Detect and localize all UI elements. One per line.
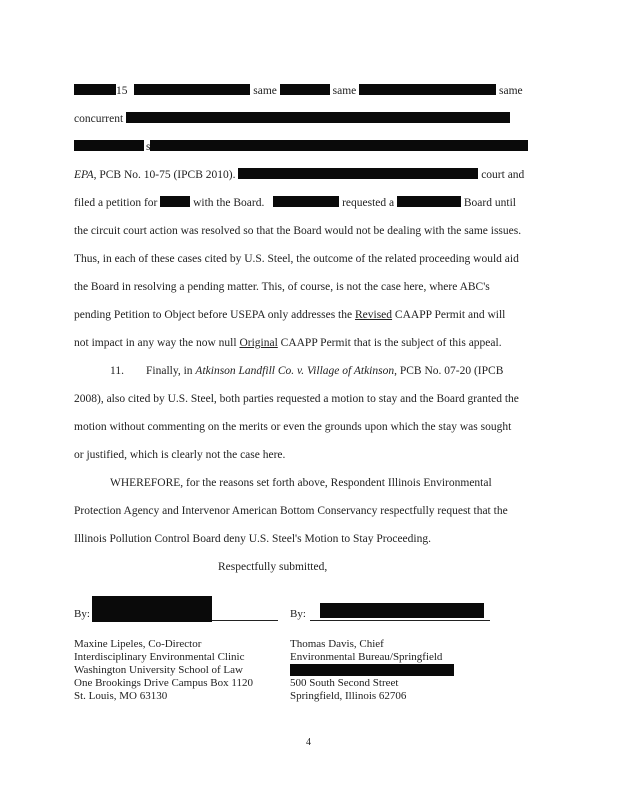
text: Interdisciplinary Environmental Clinic [74, 651, 245, 663]
redaction [150, 140, 528, 151]
signature-by-left: By: [74, 608, 90, 620]
redaction [126, 112, 510, 123]
text: CAAPP Permit and will [392, 309, 506, 321]
text-line: 2008), also cited by U.S. Steel, both parties requested a motion to stay and the Board granted the [74, 393, 519, 405]
text: Original [239, 337, 278, 349]
text: not impact in any way the now null [74, 337, 240, 349]
redaction [134, 84, 250, 95]
redaction [397, 196, 461, 207]
text-line [74, 196, 516, 210]
text-line: Thus, in each of these cases cited by U.S. Steel, the outcome of the related proceeding would aid [74, 253, 519, 265]
text: One Brookings Drive Campus Box 1120 [74, 677, 253, 689]
redaction [290, 664, 454, 676]
text: , PCB No. 07-20 (IPCB [394, 365, 504, 377]
text-line: WHEREFORE, for the reasons set forth above, Respondent Illinois Environmental [110, 477, 492, 489]
text: Environmental Bureau/Springfield [290, 651, 443, 663]
text: Maxine Lipeles, Co-Director [74, 638, 202, 650]
text: Finally, in [146, 365, 196, 377]
text: 500 South Second Street [290, 677, 399, 689]
text: concurrent [74, 113, 124, 125]
text-line [74, 168, 524, 182]
redaction [74, 84, 116, 95]
text: Washington University School of Law [74, 664, 243, 676]
redaction [273, 196, 339, 207]
text-line: or justified, which is clearly not the case here. [74, 449, 286, 461]
text-line: the circuit court action was resolved so that the Board would not be dealing with the same issues. [74, 225, 522, 237]
text: same [499, 85, 523, 97]
text: same [253, 85, 277, 97]
redaction [92, 596, 212, 622]
signature-block-left [74, 638, 253, 703]
text: Springfield, Illinois 62706 [290, 690, 407, 702]
paragraph-number: 11. [110, 365, 124, 377]
text-line [74, 112, 510, 126]
signature-block-right [290, 638, 454, 703]
text-line [74, 336, 502, 350]
text: requested a [342, 197, 395, 209]
text: pending Petition to Object before USEPA only addresses the [74, 309, 355, 321]
redaction [74, 140, 144, 151]
text: 15 [116, 85, 128, 97]
text-line [74, 84, 523, 98]
text-line: motion without commenting on the merits or even the grounds upon which the stay was sought [74, 421, 512, 433]
closing: Respectfully submitted, [218, 561, 328, 573]
redaction [290, 664, 454, 677]
text-line [146, 364, 503, 378]
text-line: Illinois Pollution Control Board deny U.S. Steel's Motion to Stay Proceeding. [74, 533, 431, 545]
text-line [74, 140, 528, 154]
text: with the Board. [193, 197, 265, 209]
signature-line-right [310, 620, 490, 621]
signature-by-right: By: [290, 608, 306, 620]
text: Thomas Davis, Chief [290, 638, 384, 650]
redaction [359, 84, 496, 95]
page-number: 4 [306, 737, 311, 748]
text: court and [481, 169, 525, 181]
text: Board until [463, 197, 516, 209]
text: St. Louis, MO 63130 [74, 690, 168, 702]
text: CAAPP Permit that is the subject of this appeal. [277, 337, 502, 349]
text: , PCB No. 10-75 (IPCB 2010). [93, 169, 236, 181]
text: same [332, 85, 357, 97]
text: EPA [74, 169, 94, 181]
text-line: the Board in resolving a pending matter. This, of course, is not the case here, where ABC's [74, 281, 490, 293]
text: s [146, 141, 151, 153]
redaction [160, 196, 190, 207]
text-line: Protection Agency and Intervenor American Bottom Conservancy respectfully request that the [74, 505, 508, 517]
redaction [320, 603, 484, 618]
redaction [238, 168, 478, 179]
redaction [280, 84, 330, 95]
case-name: Atkinson Landfill Co. v. Village of Atkinson [195, 365, 395, 377]
text-line [74, 308, 505, 322]
text: filed a petition for [74, 197, 158, 209]
text: Revised [354, 309, 393, 321]
